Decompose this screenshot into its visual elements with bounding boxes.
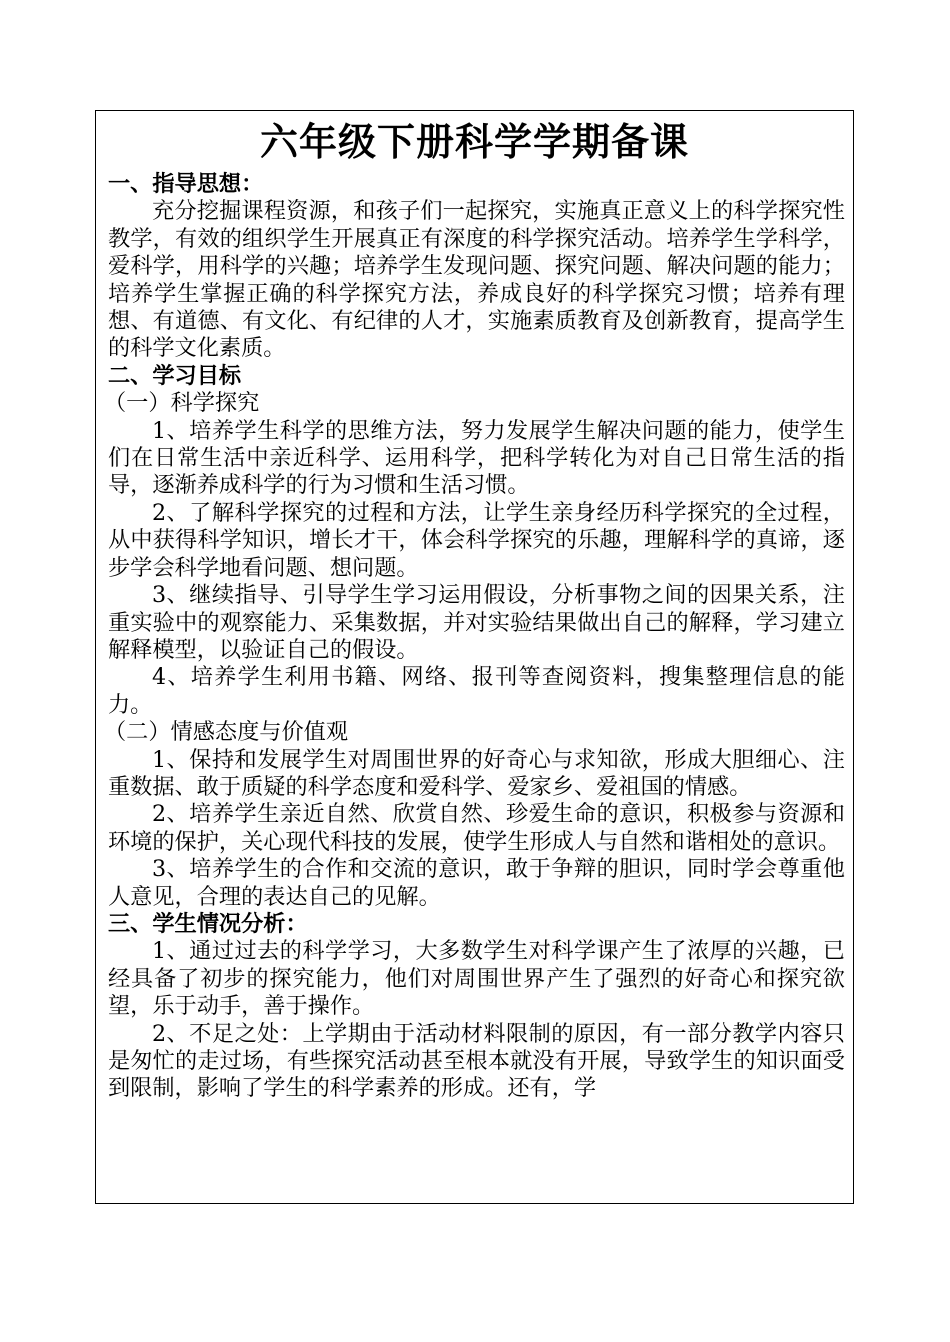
subsection-title-science-inquiry: （一）科学探究 [104,390,260,417]
paragraph: 1、保持和发展学生对周围世界的好奇心与求知欲，形成大胆细心、注重数据、敢于质疑的科学态度和爱科学、爱家乡、爱祖国的情感。 [108,746,845,800]
paragraph: 1、培养学生科学的思维方法，努力发展学生解决问题的能力，使学生们在日常生活中亲近科学、运用科学，把科学转化为对自己日常生活的指导，逐渐养成科学的行为习惯和生活习惯。 [108,417,845,499]
paragraph: 3、继续指导、引导学生学习运用假设，分析事物之间的因果关系，注重实验中的观察能力、采集数据，并对实验结果做出自己的解释，学习建立解释模型，以验证自己的假设。 [108,582,845,663]
section-heading-guiding-thought: 一、指导思想： [108,171,264,197]
paragraph: 充分挖掘课程资源，和孩子们一起探究，实施真正意义上的科学探究性教学，有效的组织学生开展真正有深度的科学探究活动。培养学生学科学，爱科学，用科学的兴趣；培养学生发现问题、探究问题、解决问题的能力；培养学生掌握正确的科学探究方法，养成良好的科学探究习惯；培养有理想、有道德、有文化、有纪律的人才，实施素质教育及创新教育，提高学生的科学文化素质。 [108,198,845,362]
paragraph: 4、培养学生利用书籍、网络、报刊等查阅资料，搜集整理信息的能力。 [108,664,845,718]
paragraph: 2、培养学生亲近自然、欣赏自然、珍爱生命的意识，积极参与资源和环境的保护，关心现代科技的发展，使学生形成人与自然和谐相处的意识。 [108,801,845,855]
paragraph: 3、培养学生的合作和交流的意识，敢于争辩的胆识，同时学会尊重他人意见，合理的表达自己的见解。 [108,856,845,910]
section-heading-learning-goals: 二、学习目标 [108,362,242,389]
document-body [96,171,853,1103]
paragraph: 1、通过过去的科学学习，大多数学生对科学课产生了浓厚的兴趣，已经具备了初步的探究能力，他们对周围世界产生了强烈的好奇心和探究欲望，乐于动手，善于操作。 [108,938,845,1020]
paragraph: 2、了解科学探究的过程和方法，让学生亲身经历科学探究的全过程，从中获得科学知识，增长才干，体会科学探究的乐趣，理解科学的真谛，逐步学会科学地看问题、想问题。 [108,499,845,581]
subsection-title-attitude-values: （二）情感态度与价值观 [104,719,349,746]
section-heading-student-analysis: 三、学生情况分析： [108,910,308,937]
document-title: 六年级下册科学学期备课 [259,119,689,164]
paragraph: 2、不足之处：上学期由于活动材料限制的原因，有一部分教学内容只是匆忙的走过场，有些探究活动甚至根本就没有开展，导致学生的知识面受到限制，影响了学生的科学素养的形成。还有，学 [108,1020,845,1102]
document-frame [95,110,854,1204]
